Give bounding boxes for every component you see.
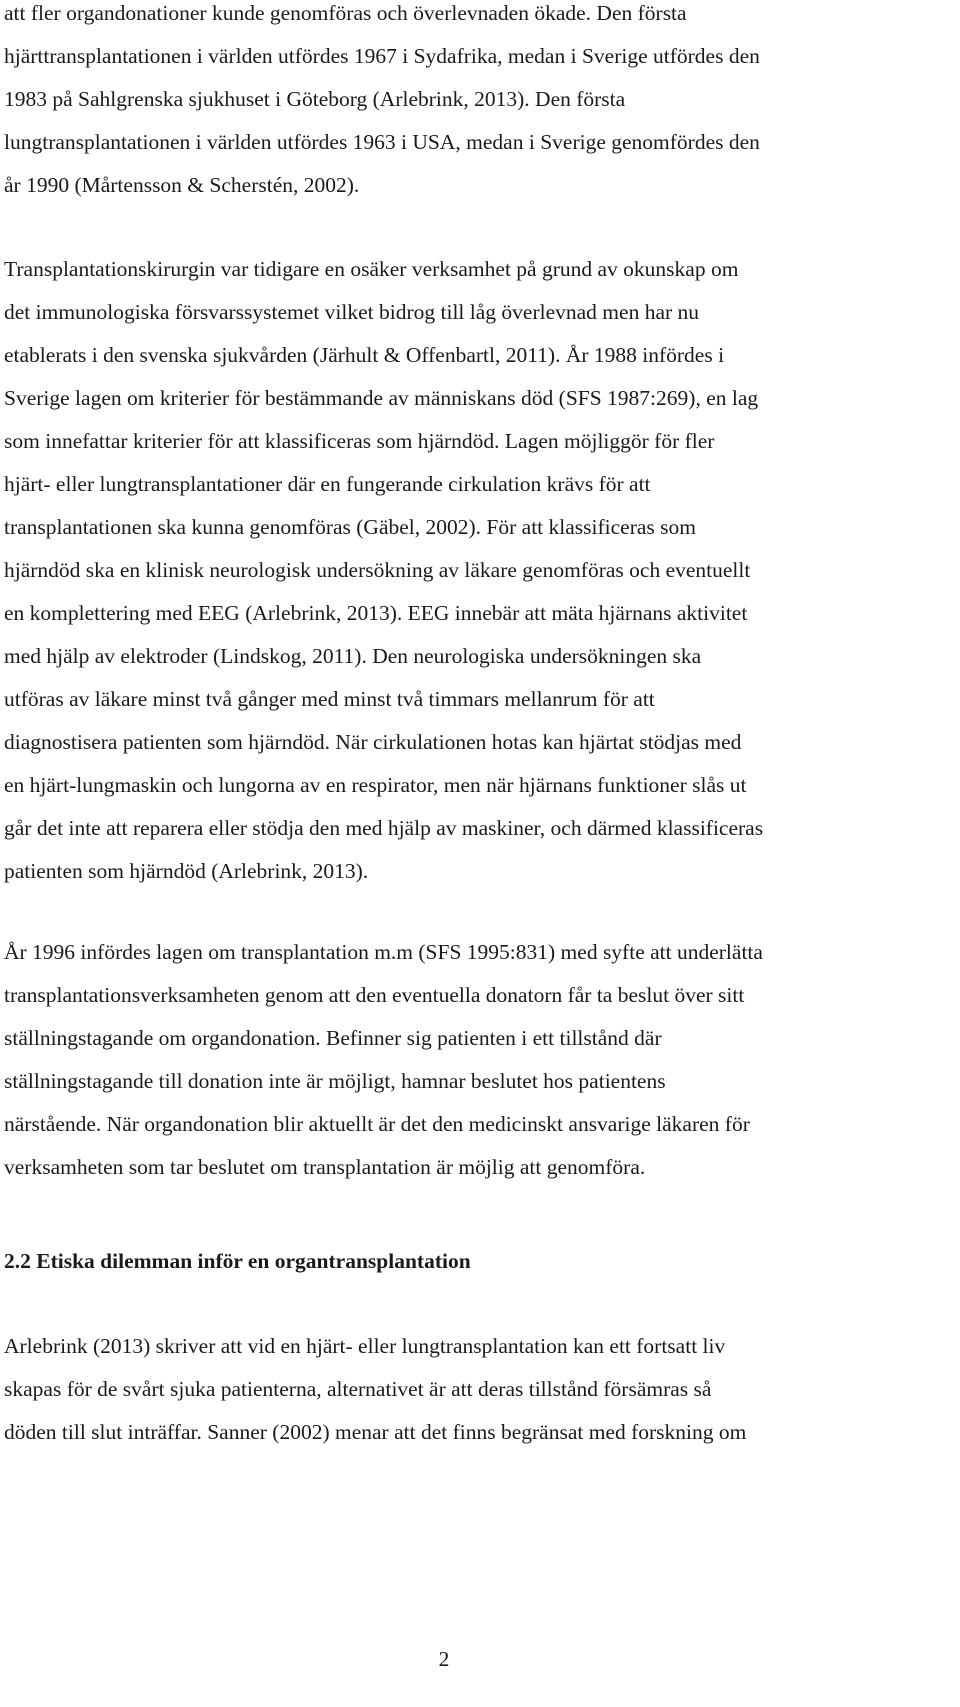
text-line: närstående. När organdonation blir aktuellt är det den medicinskt ansvarige läkaren för bbox=[4, 1112, 750, 1136]
section-heading: 2.2 Etiska dilemman inför en organtransplantation bbox=[4, 1249, 471, 1273]
text-line: transplantationsverksamheten genom att den eventuella donatorn får ta beslut över sitt bbox=[4, 983, 745, 1007]
text-line: Arlebrink (2013) skriver att vid en hjärt- eller lungtransplantation kan ett fortsatt liv bbox=[4, 1334, 726, 1358]
text-line: att fler organdonationer kunde genomföras och överlevnaden ökade. Den första bbox=[4, 1, 687, 25]
text-line: döden till slut inträffar. Sanner (2002) menar att det finns begränsat med forskning om bbox=[4, 1420, 747, 1444]
text-line: utföras av läkare minst två gånger med minst två timmars mellanrum för att bbox=[4, 687, 655, 711]
text-line: en hjärt-lungmaskin och lungorna av en respirator, men när hjärnans funktioner slås ut bbox=[4, 773, 747, 797]
text-line: etablerats i den svenska sjukvården (Järhult & Offenbartl, 2011). År 1988 infördes i bbox=[4, 343, 725, 367]
text-line: en komplettering med EEG (Arlebrink, 2013). EEG innebär att mäta hjärnans aktivitet bbox=[4, 601, 748, 625]
text-line: diagnostisera patienten som hjärndöd. När cirkulationen hotas kan hjärtat stödjas med bbox=[4, 730, 742, 754]
text-line: ställningstagande om organdonation. Befinner sig patienten i ett tillstånd där bbox=[4, 1026, 662, 1050]
text-line: 1983 på Sahlgrenska sjukhuset i Göteborg (Arlebrink, 2013). Den första bbox=[4, 87, 626, 111]
text-line: patienten som hjärndöd (Arlebrink, 2013). bbox=[4, 859, 369, 883]
text-line: som innefattar kriterier för att klassificeras som hjärndöd. Lagen möjliggör för fler bbox=[4, 429, 715, 453]
text-line: går det inte att reparera eller stödja den med hjälp av maskiner, och därmed klassificeras bbox=[4, 816, 764, 840]
text-line: Sverige lagen om kriterier för bestämmande av människans död (SFS 1987:269), en lag bbox=[4, 386, 759, 410]
text-line: verksamheten som tar beslutet om transplantation är möjlig att genomföra. bbox=[4, 1155, 646, 1179]
paragraph-transplant-law bbox=[4, 931, 956, 1189]
text-line: lungtransplantationen i världen utfördes 1963 i USA, medan i Sverige genomfördes den bbox=[4, 130, 760, 154]
text-line: det immunologiska försvarssystemet vilket bidrog till låg överlevnad men har nu bbox=[4, 300, 700, 324]
paragraph-ethical-dilemmas bbox=[4, 1325, 956, 1454]
text-line: hjärt- eller lungtransplantationer där en fungerande cirkulation krävs för att bbox=[4, 472, 651, 496]
paragraph-transplant-surgery bbox=[4, 248, 956, 893]
text-line: med hjälp av elektroder (Lindskog, 2011). Den neurologiska undersökningen ska bbox=[4, 644, 702, 668]
page-number: 2 bbox=[438, 1647, 450, 1671]
text-line: hjärttransplantationen i världen utfördes 1967 i Sydafrika, medan i Sverige utfördes den bbox=[4, 44, 760, 68]
paragraph-transplant-history bbox=[4, 0, 956, 207]
text-line: hjärndöd ska en klinisk neurologisk undersökning av läkare genomföras och eventuellt bbox=[4, 558, 751, 582]
text-line: År 1996 infördes lagen om transplantation m.m (SFS 1995:831) med syfte att underlätta bbox=[4, 940, 763, 964]
text-line: år 1990 (Mårtensson & Scherstén, 2002). bbox=[4, 173, 360, 197]
text-line: Transplantationskirurgin var tidigare en osäker verksamhet på grund av okunskap om bbox=[4, 257, 739, 281]
text-line: skapas för de svårt sjuka patienterna, alternativet är att deras tillstånd försämras så bbox=[4, 1377, 712, 1401]
text-line: transplantationen ska kunna genomföras (Gäbel, 2002). För att klassificeras som bbox=[4, 515, 696, 539]
text-line: ställningstagande till donation inte är möjligt, hamnar beslutet hos patientens bbox=[4, 1069, 666, 1093]
